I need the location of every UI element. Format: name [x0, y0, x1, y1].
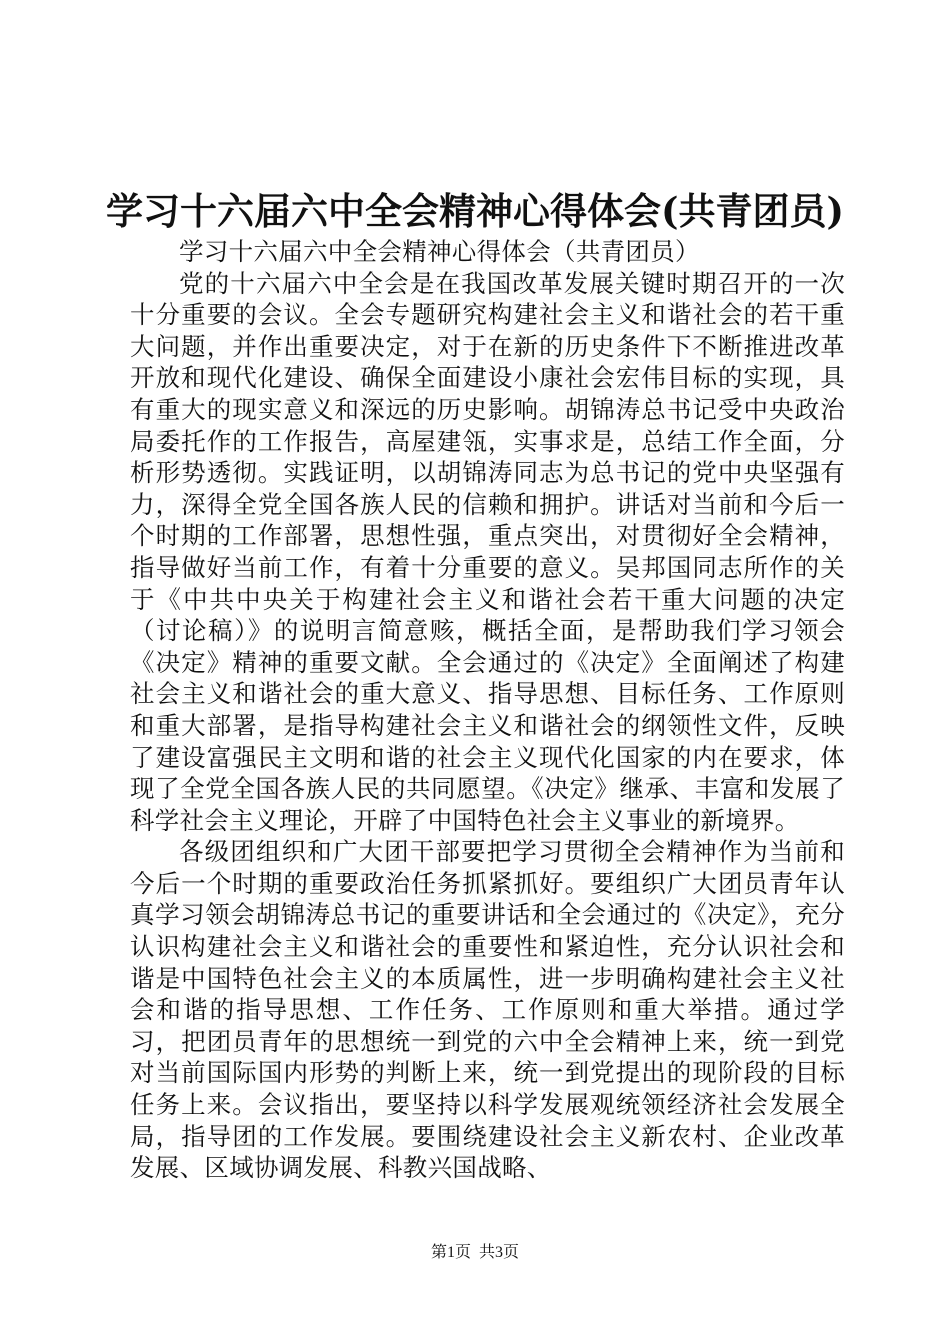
document-title: 学习十六届六中全会精神心得体会(共青团员) [105, 189, 844, 233]
document-body [130, 236, 845, 1184]
page-total: 共3页 [479, 1244, 520, 1261]
page-number: 第1页 [430, 1244, 471, 1261]
document-subtitle: 学习十六届六中全会精神心得体会（共青团员） [179, 237, 700, 266]
body-paragraph-1: 党的十六届六中全会是在我国改革发展关键时期召开的一次十分重要的会议。全会专题研究构建社会主义和谐社会的若干重大问题，并作出重要决定，对于在新的历史条件下不断推进改革开放和现代化建设、确保全面建设小康社会宏伟目标的实现，具有重大的现实意义和深远的历史影响。胡锦涛总书记受中央政治局委托作的工作报告，高屋建瓴，实事求是，总结工作全面，分析形势透彻。实践证明，以胡锦涛同志为总书记的党中央坚强有力，深得全党全国各族人民的信赖和拥护。讲话对当前和今后一个时期的工作部署，思想性强，重点突出，对贯彻好全会精神，指导做好当前工作，有着十分重要的意义。吴邦国同志所作的关于《中共中央关于构建社会主义和谐社会若干重大问题的决定（讨论稿）》的说明言简意赅，概括全面，是帮助我们学习领会《决定》精神的重要文献。全会通过的《决定》全面阐述了构建社会主义和谐社会的重大意义、指导思想、目标任务、工作原则和重大部署，是指导构建社会主义和谐社会的纲领性文件，反映了建设富强民主文明和谐的社会主义现代化国家的内在要求，体现了全党全国各族人民的共同愿望。《决定》继承、丰富和发展了科学社会主义理论，开辟了中国特色社会主义事业的新境界。 [130, 268, 845, 835]
body-paragraph-2: 各级团组织和广大团干部要把学习贯彻全会精神作为当前和今后一个时期的重要政治任务抓紧抓好。要组织广大团员青年认真学习领会胡锦涛总书记的重要讲话和全会通过的《决定》，充分认识构建社会主义和谐社会的重要性和紧迫性，充分认识社会和谐是中国特色社会主义的本质属性，进一步明确构建社会主义社会和谐的指导思想、工作任务、工作原则和重大举措。通过学习，把团员青年的思想统一到党的六中全会精神上来，统一到党对当前国际国内形势的判断上来，统一到党提出的现阶段的目标任务上来。会议指出，要坚持以科学发展观统领经济社会发展全局，指导团的工作发展。要围绕建设社会主义新农村、企业改革发展、区域协调发展、科教兴国战略、 [130, 837, 845, 1183]
page-footer [0, 1242, 950, 1264]
